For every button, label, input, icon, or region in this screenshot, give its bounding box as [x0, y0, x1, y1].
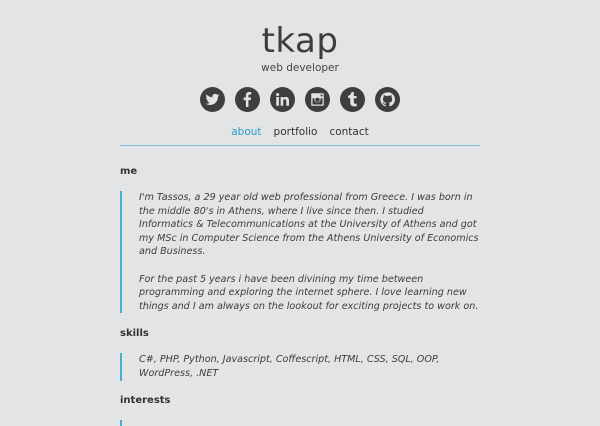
- section-skills: [120, 327, 480, 380]
- me-blockquote: [120, 191, 480, 313]
- nav-portfolio[interactable]: portfolio: [273, 126, 318, 138]
- tumblr-link[interactable]: [340, 87, 365, 112]
- skills-blockquote: [120, 353, 480, 380]
- section-me: [120, 165, 480, 313]
- tumblr-icon: [345, 92, 360, 107]
- linkedin-link[interactable]: [270, 87, 295, 112]
- section-interests: [120, 394, 480, 426]
- facebook-icon: [240, 92, 255, 107]
- skills-text: C#, PHP, Python, Javascript, Coffescript, HTML, CSS, SQL, OOP, WordPress, .NET: [139, 354, 440, 379]
- nav-about[interactable]: about: [231, 126, 262, 138]
- github-icon: [380, 92, 395, 107]
- instagram-link[interactable]: [305, 87, 330, 112]
- linkedin-icon: [275, 92, 290, 107]
- main-nav: [120, 125, 480, 139]
- nav-contact[interactable]: contact: [329, 126, 369, 138]
- instagram-icon: [310, 92, 325, 107]
- section-title-interests: interests: [120, 394, 171, 406]
- github-link[interactable]: [375, 87, 400, 112]
- me-paragraph-1: I'm Tassos, a 29 year old web professional from Greece. I was born in the middle 80's in Athens, where I live since then. I studied Informatics & Telecommunications at the University of Athens and got my MSc in Computer Science from the Athens University of Economics and Business.: [139, 192, 479, 258]
- facebook-link[interactable]: [235, 87, 260, 112]
- twitter-link[interactable]: [200, 87, 225, 112]
- me-paragraph-2: For the past 5 years i have been divining my time between programming and exploring the internet sphere. I love learning new things and I am always on the lookout for exciting projects to work on.: [139, 273, 479, 312]
- nav-divider: [120, 145, 480, 146]
- social-links: [120, 87, 480, 112]
- section-title-skills: skills: [120, 328, 149, 340]
- site-subtitle: web developer: [261, 62, 339, 74]
- site-title[interactable]: tkap: [261, 21, 339, 61]
- twitter-icon: [205, 92, 220, 107]
- section-title-me: me: [120, 166, 138, 177]
- page-container: [120, 0, 480, 426]
- interests-blockquote: [120, 420, 480, 426]
- site-header: [120, 0, 480, 139]
